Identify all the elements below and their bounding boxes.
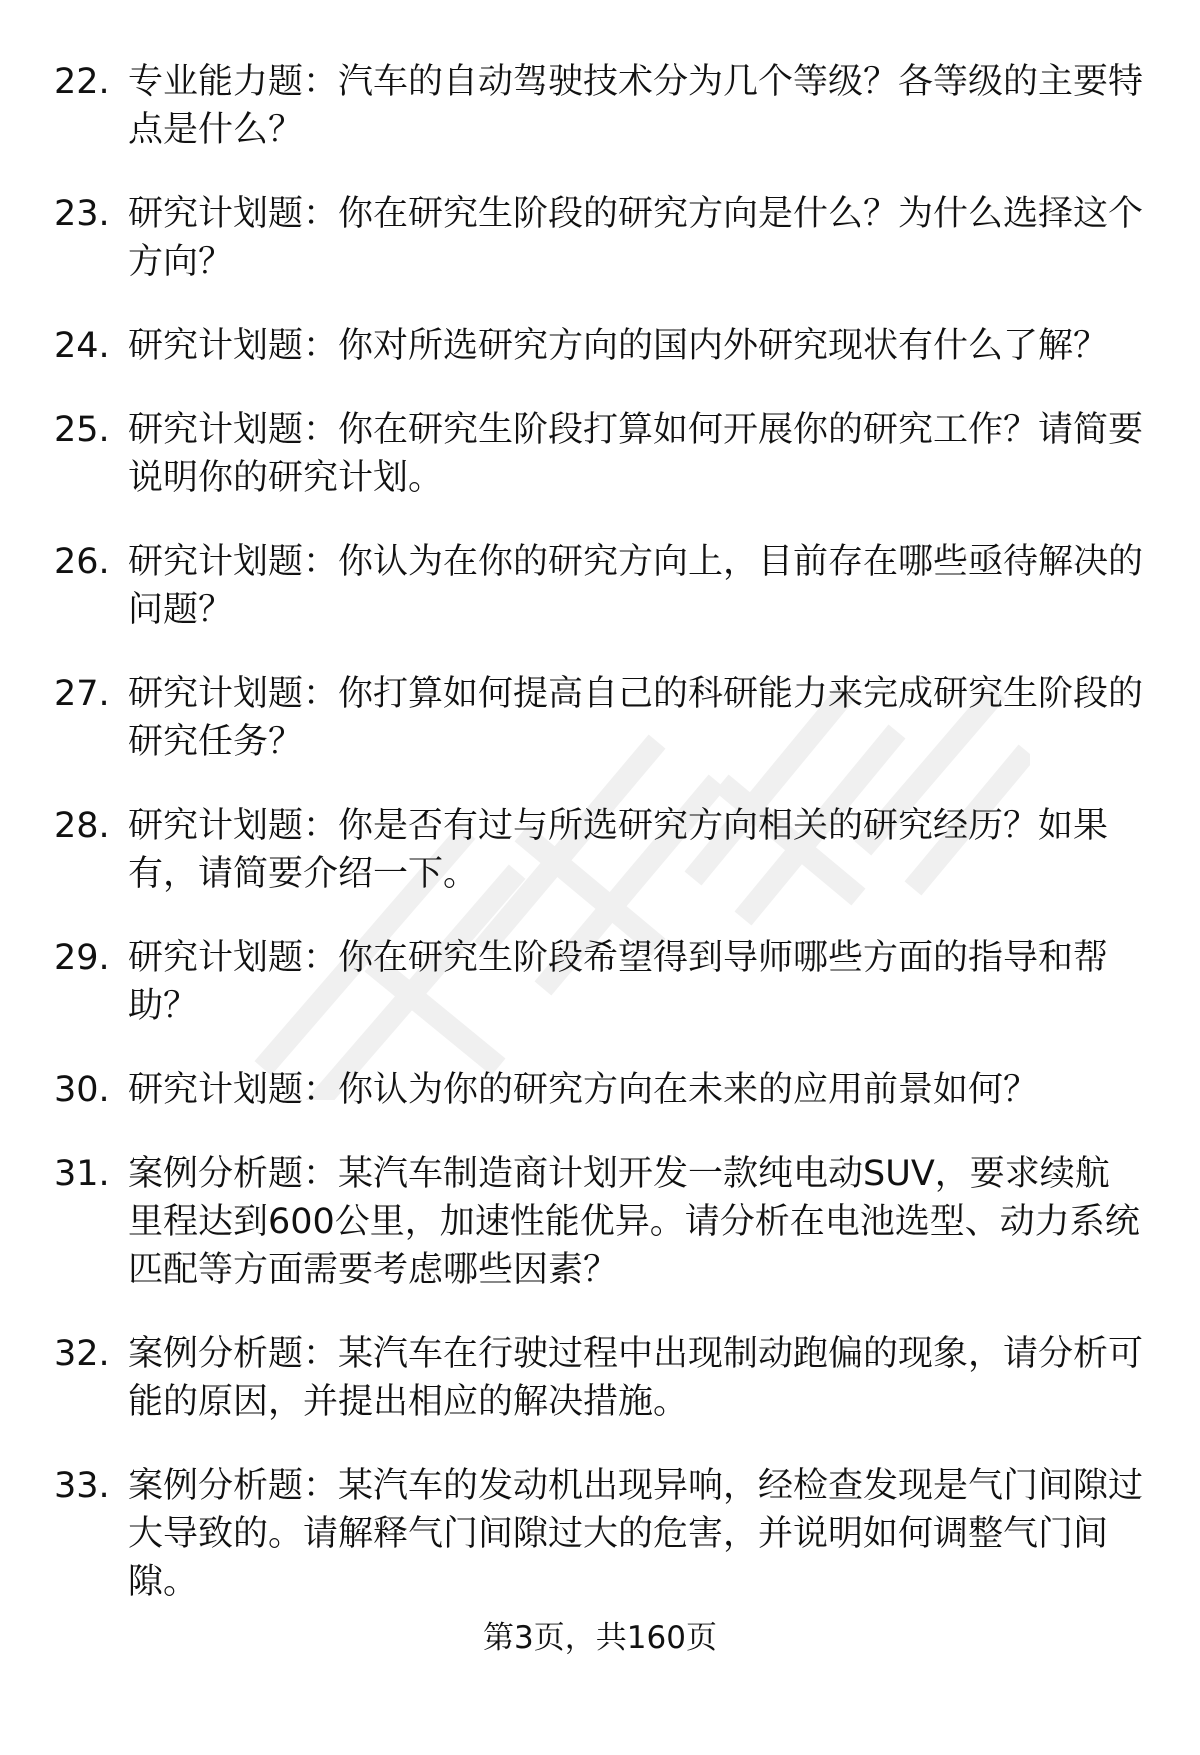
question-text: 研究计划题：你认为在你的研究方向上，目前存在哪些亟待解决的问题？ — [128, 542, 1144, 630]
question-item — [54, 1150, 1144, 1294]
question-text: 研究计划题：你对所选研究方向的国内外研究现状有什么了解？ — [128, 326, 1109, 366]
question-number: 27. — [54, 674, 110, 714]
question-number: 32. — [54, 1334, 110, 1374]
question-text: 案例分析题：某汽车的发动机出现异响，经检查发现是气门间隙过大导致的。请解释气门间隙过大的危害，并说明如何调整气门间隙。 — [128, 1466, 1144, 1602]
question-text: 研究计划题：你在研究生阶段希望得到导师哪些方面的指导和帮助？ — [128, 938, 1109, 1026]
question-item — [54, 1066, 1144, 1114]
question-item — [54, 934, 1144, 1030]
question-number: 25. — [54, 410, 110, 450]
question-text: 研究计划题：你是否有过与所选研究方向相关的研究经历？如果有，请简要介绍一下。 — [128, 806, 1109, 894]
question-number: 23. — [54, 194, 110, 234]
question-item — [54, 802, 1144, 898]
question-number: 22. — [54, 62, 110, 102]
question-text: 研究计划题：你打算如何提高自己的科研能力来完成研究生阶段的研究任务？ — [128, 674, 1144, 762]
question-text: 研究计划题：你在研究生阶段打算如何开展你的研究工作？请简要说明你的研究计划。 — [128, 410, 1144, 498]
question-item — [54, 322, 1144, 370]
question-text: 专业能力题：汽车的自动驾驶技术分为几个等级？各等级的主要特点是什么？ — [128, 62, 1144, 150]
question-text: 案例分析题：某汽车在行驶过程中出现制动跑偏的现象，请分析可能的原因，并提出相应的解决措施。 — [128, 1334, 1144, 1422]
question-number: 28. — [54, 806, 110, 846]
page-number-label: 第3页，共160页 — [483, 1620, 717, 1656]
question-text: 案例分析题：某汽车制造商计划开发一款纯电动SUV，要求续航里程达到600公里，加速性能优异。请分析在电池选型、动力系统匹配等方面需要考虑哪些因素？ — [128, 1154, 1140, 1290]
question-item — [54, 670, 1144, 766]
question-list — [54, 58, 1144, 1642]
question-number: 29. — [54, 938, 110, 978]
question-number: 33. — [54, 1466, 110, 1506]
question-item — [54, 1462, 1144, 1606]
question-number: 31. — [54, 1154, 110, 1194]
question-item — [54, 1330, 1144, 1426]
page-footer — [0, 1618, 1200, 1658]
question-number: 30. — [54, 1070, 110, 1110]
question-text: 研究计划题：你在研究生阶段的研究方向是什么？为什么选择这个方向？ — [128, 194, 1144, 282]
question-text: 研究计划题：你认为你的研究方向在未来的应用前景如何？ — [128, 1070, 1039, 1110]
question-number: 26. — [54, 542, 110, 582]
question-item — [54, 190, 1144, 286]
question-item — [54, 406, 1144, 502]
question-item — [54, 58, 1144, 154]
question-number: 24. — [54, 326, 110, 366]
question-item — [54, 538, 1144, 634]
